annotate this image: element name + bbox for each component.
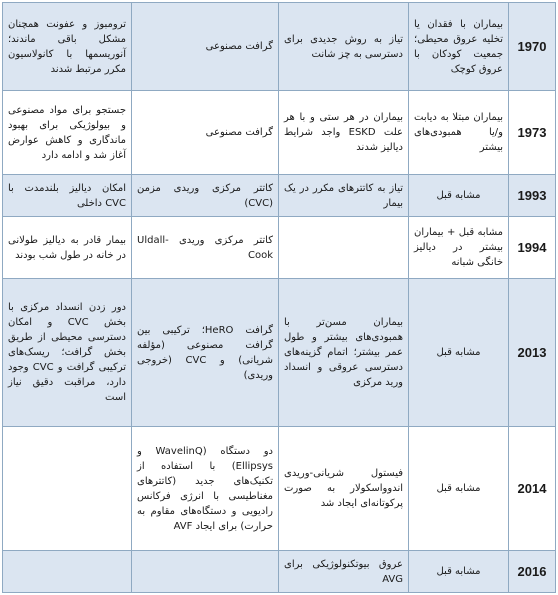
access-type-cell: کاتتر مرکزی وریدی مزمن (CVC) [132, 175, 279, 217]
table-row [3, 91, 556, 175]
advance-cell [279, 217, 409, 279]
access-history-table [2, 2, 556, 593]
table-row [3, 551, 556, 593]
year-cell: 2013 [509, 279, 556, 427]
year-cell: 1970 [509, 3, 556, 91]
table-row [3, 279, 556, 427]
access-type-cell: گرافت مصنوعی [132, 3, 279, 91]
access-type-cell [132, 551, 279, 593]
table-row [3, 427, 556, 551]
patient-need-cell: مشابه قبل [409, 175, 509, 217]
year-cell: 2016 [509, 551, 556, 593]
advance-cell: بیماران مسن‌تر با همبودی‌های بیشتر و طول عمر بیشتر؛ اتمام گزینه‌های دسترسی عروقی و انسداد ورید مرکزی [279, 279, 409, 427]
access-type-cell: کاتتر مرکزی وریدی Uldall-Cook [132, 217, 279, 279]
problems-cell: ترومبوز و عفونت همچنان مشکل باقی ماندند؛ آنوریسمها با کانولاسیون مکرر مرتبط شدند [3, 3, 132, 91]
problems-cell: امکان دیالیز بلندمدت با CVC داخلی [3, 175, 132, 217]
table-row [3, 3, 556, 91]
year-cell: 1973 [509, 91, 556, 175]
table-row [3, 175, 556, 217]
patient-need-cell: مشابه قبل + بیماران بیشتر در دیالیز خانگی شبانه [409, 217, 509, 279]
problems-cell [3, 551, 132, 593]
problems-cell: دور زدن انسداد مرکزی با بخش CVC و امکان دسترسی محیطی از طریق بخش گرافت؛ ریسک‌های ترکیبی گرافت و CVC وجود دارد، مراقبت دقیق نیاز است [3, 279, 132, 427]
table-row [3, 217, 556, 279]
patient-need-cell: مشابه قبل [409, 279, 509, 427]
advance-cell: بیماران در هر ستی و با هر علت ESKD واجد شرایط دیالیز شدند [279, 91, 409, 175]
advance-cell: عروق بیوتکنولوژیکی برای AVG [279, 551, 409, 593]
advance-cell: تیاز به کاتترهای مکرر در یک بیمار [279, 175, 409, 217]
patient-need-cell: مشابه قبل [409, 551, 509, 593]
problems-cell: بیمار قادر به دیالیز طولانی در خانه در طول شب بودند [3, 217, 132, 279]
year-cell: 2014 [509, 427, 556, 551]
problems-cell: جستجو برای مواد مصنوعی و بیولوژیکی برای بهبود ماندگاری و کاهش عوارض آغاز شد و ادامه دارد [3, 91, 132, 175]
advance-cell: فیستول شریانی-وریدی اندوواسکولار به صورت پرکوتانه‌ای ایجاد شد [279, 427, 409, 551]
advance-cell: تیاز به روش جدیدی برای دسترسی به چز شانت [279, 3, 409, 91]
year-cell: 1994 [509, 217, 556, 279]
access-type-cell: دو دستگاه (WavelinQ و Ellipsys) با استفاده از تکنیک‌های جدید (کاتترهای مغناطیسی با انرژی فرکانس رادیویی و دستگاه‌های مقاوم به حرارت) برای ایجاد AVF [132, 427, 279, 551]
problems-cell [3, 427, 132, 551]
access-type-cell: گرافت مصنوعی [132, 91, 279, 175]
patient-need-cell: بیماران با فقدان یا تخلیه عروق محیطی؛ جمعیت کودکان با عروق کوچک [409, 3, 509, 91]
access-type-cell: گرافت HeRO؛ ترکیبی بین گرافت مصنوعی (مؤلفه شریانی) و CVC (خروجی وریدی) [132, 279, 279, 427]
patient-need-cell: مشابه قبل [409, 427, 509, 551]
year-cell: 1993 [509, 175, 556, 217]
patient-need-cell: بیماران مبتلا به دیابت و/یا همبودی‌های بیشتر [409, 91, 509, 175]
